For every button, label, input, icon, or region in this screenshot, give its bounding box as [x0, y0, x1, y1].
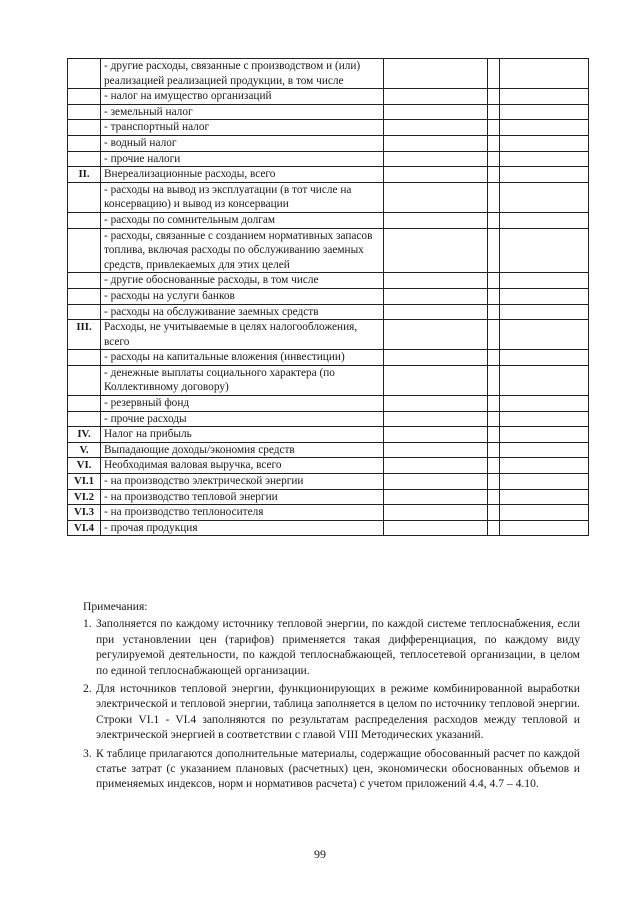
- empty-cell: [488, 489, 500, 505]
- empty-cell: [384, 135, 488, 151]
- row-label: Налог на прибыль: [101, 427, 384, 443]
- row-number: [68, 104, 101, 120]
- empty-cell: [384, 365, 488, 395]
- table-row: [68, 104, 589, 120]
- empty-cell: [500, 365, 589, 395]
- row-label: Расходы, не учитываемые в целях налогообложения, всего: [101, 320, 384, 350]
- note-text: Заполняется по каждому источнику тепловой энергии, по каждой системе теплоснабжения, если при установлении цен (тарифов) применяется такая дифференциация, по каждому виду регулируемой деятельности, по каждой теплоснабжающей, теплосетевой организации, в целом по единой теплоснабжающей организации.: [96, 617, 580, 677]
- empty-cell: [384, 228, 488, 273]
- table-row: [68, 167, 589, 183]
- table-row: [68, 120, 589, 136]
- row-label: - водный налог: [101, 135, 384, 151]
- empty-cell: [500, 167, 589, 183]
- row-number: II.: [68, 167, 101, 183]
- row-label: - резервный фонд: [101, 396, 384, 412]
- empty-cell: [500, 89, 589, 105]
- empty-cell: [500, 212, 589, 228]
- table-row: [68, 474, 589, 490]
- table-row: [68, 442, 589, 458]
- table-row: [68, 182, 589, 212]
- row-label: - транспортный налог: [101, 120, 384, 136]
- table-row: [68, 458, 589, 474]
- note-text: Для источников тепловой энергии, функционирующих в режиме комбинированной выработки электрической и тепловой энергии, таблица заполняется в целом по источнику тепловой энергии. Строки VI.1 - VI.4 заполняются по результатам распределения расходов между тепловой и электрической энергией в соответствии с главой VIII Методических указаний.: [96, 682, 580, 742]
- empty-cell: [488, 273, 500, 289]
- empty-cell: [500, 182, 589, 212]
- row-label: - расходы на вывод из эксплуатации (в тот числе на консервацию) и вывод из консервации: [101, 182, 384, 212]
- empty-cell: [384, 489, 488, 505]
- empty-cell: [488, 167, 500, 183]
- row-number: VI.: [68, 458, 101, 474]
- empty-cell: [488, 458, 500, 474]
- empty-cell: [488, 505, 500, 521]
- empty-cell: [488, 411, 500, 427]
- empty-cell: [500, 288, 589, 304]
- table-row: [68, 320, 589, 350]
- empty-cell: [500, 228, 589, 273]
- empty-cell: [500, 135, 589, 151]
- empty-cell: [384, 427, 488, 443]
- row-number: VI.1: [68, 474, 101, 490]
- empty-cell: [488, 288, 500, 304]
- cost-table: [67, 58, 589, 536]
- empty-cell: [500, 120, 589, 136]
- table-row: [68, 427, 589, 443]
- empty-cell: [384, 212, 488, 228]
- row-number: [68, 273, 101, 289]
- empty-cell: [488, 350, 500, 366]
- empty-cell: [384, 120, 488, 136]
- empty-cell: [488, 396, 500, 412]
- note-item: [83, 616, 580, 678]
- empty-cell: [384, 505, 488, 521]
- table-row: [68, 151, 589, 167]
- empty-cell: [384, 104, 488, 120]
- row-number: [68, 59, 101, 89]
- empty-cell: [488, 135, 500, 151]
- empty-cell: [500, 411, 589, 427]
- table-row: [68, 505, 589, 521]
- empty-cell: [500, 489, 589, 505]
- row-number: VI.3: [68, 505, 101, 521]
- table-row: [68, 365, 589, 395]
- row-label: - прочие расходы: [101, 411, 384, 427]
- row-label: - прочие налоги: [101, 151, 384, 167]
- row-number: [68, 89, 101, 105]
- table-row: [68, 520, 589, 536]
- row-number: VI.4: [68, 520, 101, 536]
- empty-cell: [500, 320, 589, 350]
- row-number: V.: [68, 442, 101, 458]
- row-label: - на производство тепловой энергии: [101, 489, 384, 505]
- row-label: - денежные выплаты социального характера (по Коллективному договору): [101, 365, 384, 395]
- row-label: Выпадающие доходы/экономия средств: [101, 442, 384, 458]
- empty-cell: [500, 520, 589, 536]
- table-body: [68, 59, 589, 536]
- note-number: 1.: [83, 617, 92, 631]
- row-number: [68, 212, 101, 228]
- empty-cell: [488, 182, 500, 212]
- row-number: [68, 151, 101, 167]
- empty-cell: [500, 273, 589, 289]
- row-label: - расходы по сомнительным долгам: [101, 212, 384, 228]
- table-row: [68, 411, 589, 427]
- row-number: [68, 350, 101, 366]
- empty-cell: [500, 458, 589, 474]
- empty-cell: [500, 474, 589, 490]
- row-number: [68, 396, 101, 412]
- empty-cell: [488, 228, 500, 273]
- empty-cell: [384, 182, 488, 212]
- empty-cell: [500, 304, 589, 320]
- empty-cell: [384, 474, 488, 490]
- row-number: VI.2: [68, 489, 101, 505]
- page-number: 99: [314, 847, 326, 861]
- table-row: [68, 212, 589, 228]
- table-row: [68, 396, 589, 412]
- empty-cell: [384, 396, 488, 412]
- table-row: [68, 59, 589, 89]
- row-label: - другие обоснованные расходы, в том числе: [101, 273, 384, 289]
- empty-cell: [488, 104, 500, 120]
- empty-cell: [384, 273, 488, 289]
- empty-cell: [384, 89, 488, 105]
- empty-cell: [500, 442, 589, 458]
- note-text: К таблице прилагаются дополнительные материалы, содержащие обосованный расчет по каждой статье затрат (с указанием плановых (расчетных) цен, экономически обоснованных объемов и применяемых индексов, норм и нормативов расчета) с учетом приложений 4.4, 4.7 – 4.10.: [96, 746, 580, 791]
- notes-section: [83, 599, 580, 795]
- row-number: [68, 182, 101, 212]
- empty-cell: [500, 59, 589, 89]
- row-number: [68, 288, 101, 304]
- empty-cell: [488, 89, 500, 105]
- empty-cell: [488, 474, 500, 490]
- empty-cell: [488, 212, 500, 228]
- note-number: 3.: [83, 746, 92, 760]
- empty-cell: [500, 350, 589, 366]
- table-row: [68, 89, 589, 105]
- row-label: - на производство электрической энергии: [101, 474, 384, 490]
- empty-cell: [384, 520, 488, 536]
- row-label: - расходы, связанные с созданием нормативных запасов топлива, включая расходы по обслуживанию заемных средств, привлекаемых для этих целей: [101, 228, 384, 273]
- empty-cell: [488, 520, 500, 536]
- empty-cell: [500, 427, 589, 443]
- row-number: [68, 304, 101, 320]
- table-row: [68, 273, 589, 289]
- row-label: Внереализационные расходы, всего: [101, 167, 384, 183]
- table-row: [68, 288, 589, 304]
- row-label: - прочая продукция: [101, 520, 384, 536]
- empty-cell: [488, 304, 500, 320]
- note-item: [83, 681, 580, 743]
- note-item: [83, 746, 580, 792]
- table-row: [68, 489, 589, 505]
- empty-cell: [500, 505, 589, 521]
- row-label: Необходимая валовая выручка, всего: [101, 458, 384, 474]
- empty-cell: [384, 442, 488, 458]
- table-row: [68, 228, 589, 273]
- row-label: - налог на имущество организаций: [101, 89, 384, 105]
- row-number: IV.: [68, 427, 101, 443]
- empty-cell: [500, 396, 589, 412]
- empty-cell: [384, 320, 488, 350]
- empty-cell: [488, 365, 500, 395]
- empty-cell: [384, 458, 488, 474]
- notes-list: [83, 616, 580, 791]
- table-row: [68, 135, 589, 151]
- row-label: - другие расходы, связанные с производством и (или) реализацией реализацией продукции, в том числе: [101, 59, 384, 89]
- empty-cell: [384, 350, 488, 366]
- row-number: [68, 135, 101, 151]
- empty-cell: [384, 288, 488, 304]
- table-row: [68, 304, 589, 320]
- table-row: [68, 350, 589, 366]
- empty-cell: [488, 442, 500, 458]
- empty-cell: [384, 411, 488, 427]
- empty-cell: [500, 104, 589, 120]
- row-label: - расходы на капитальные вложения (инвестиции): [101, 350, 384, 366]
- row-number: [68, 411, 101, 427]
- empty-cell: [488, 320, 500, 350]
- empty-cell: [384, 304, 488, 320]
- row-label: - земельный налог: [101, 104, 384, 120]
- row-number: [68, 120, 101, 136]
- empty-cell: [488, 427, 500, 443]
- empty-cell: [488, 151, 500, 167]
- row-label: - на производство теплоносителя: [101, 505, 384, 521]
- empty-cell: [500, 151, 589, 167]
- empty-cell: [384, 59, 488, 89]
- empty-cell: [488, 120, 500, 136]
- row-number: [68, 228, 101, 273]
- row-label: - расходы на услуги банков: [101, 288, 384, 304]
- empty-cell: [488, 59, 500, 89]
- row-number: III.: [68, 320, 101, 350]
- row-label: - расходы на обслуживание заемных средств: [101, 304, 384, 320]
- row-number: [68, 365, 101, 395]
- notes-title: Примечания:: [83, 600, 148, 613]
- note-number: 2.: [83, 682, 92, 696]
- empty-cell: [384, 167, 488, 183]
- empty-cell: [384, 151, 488, 167]
